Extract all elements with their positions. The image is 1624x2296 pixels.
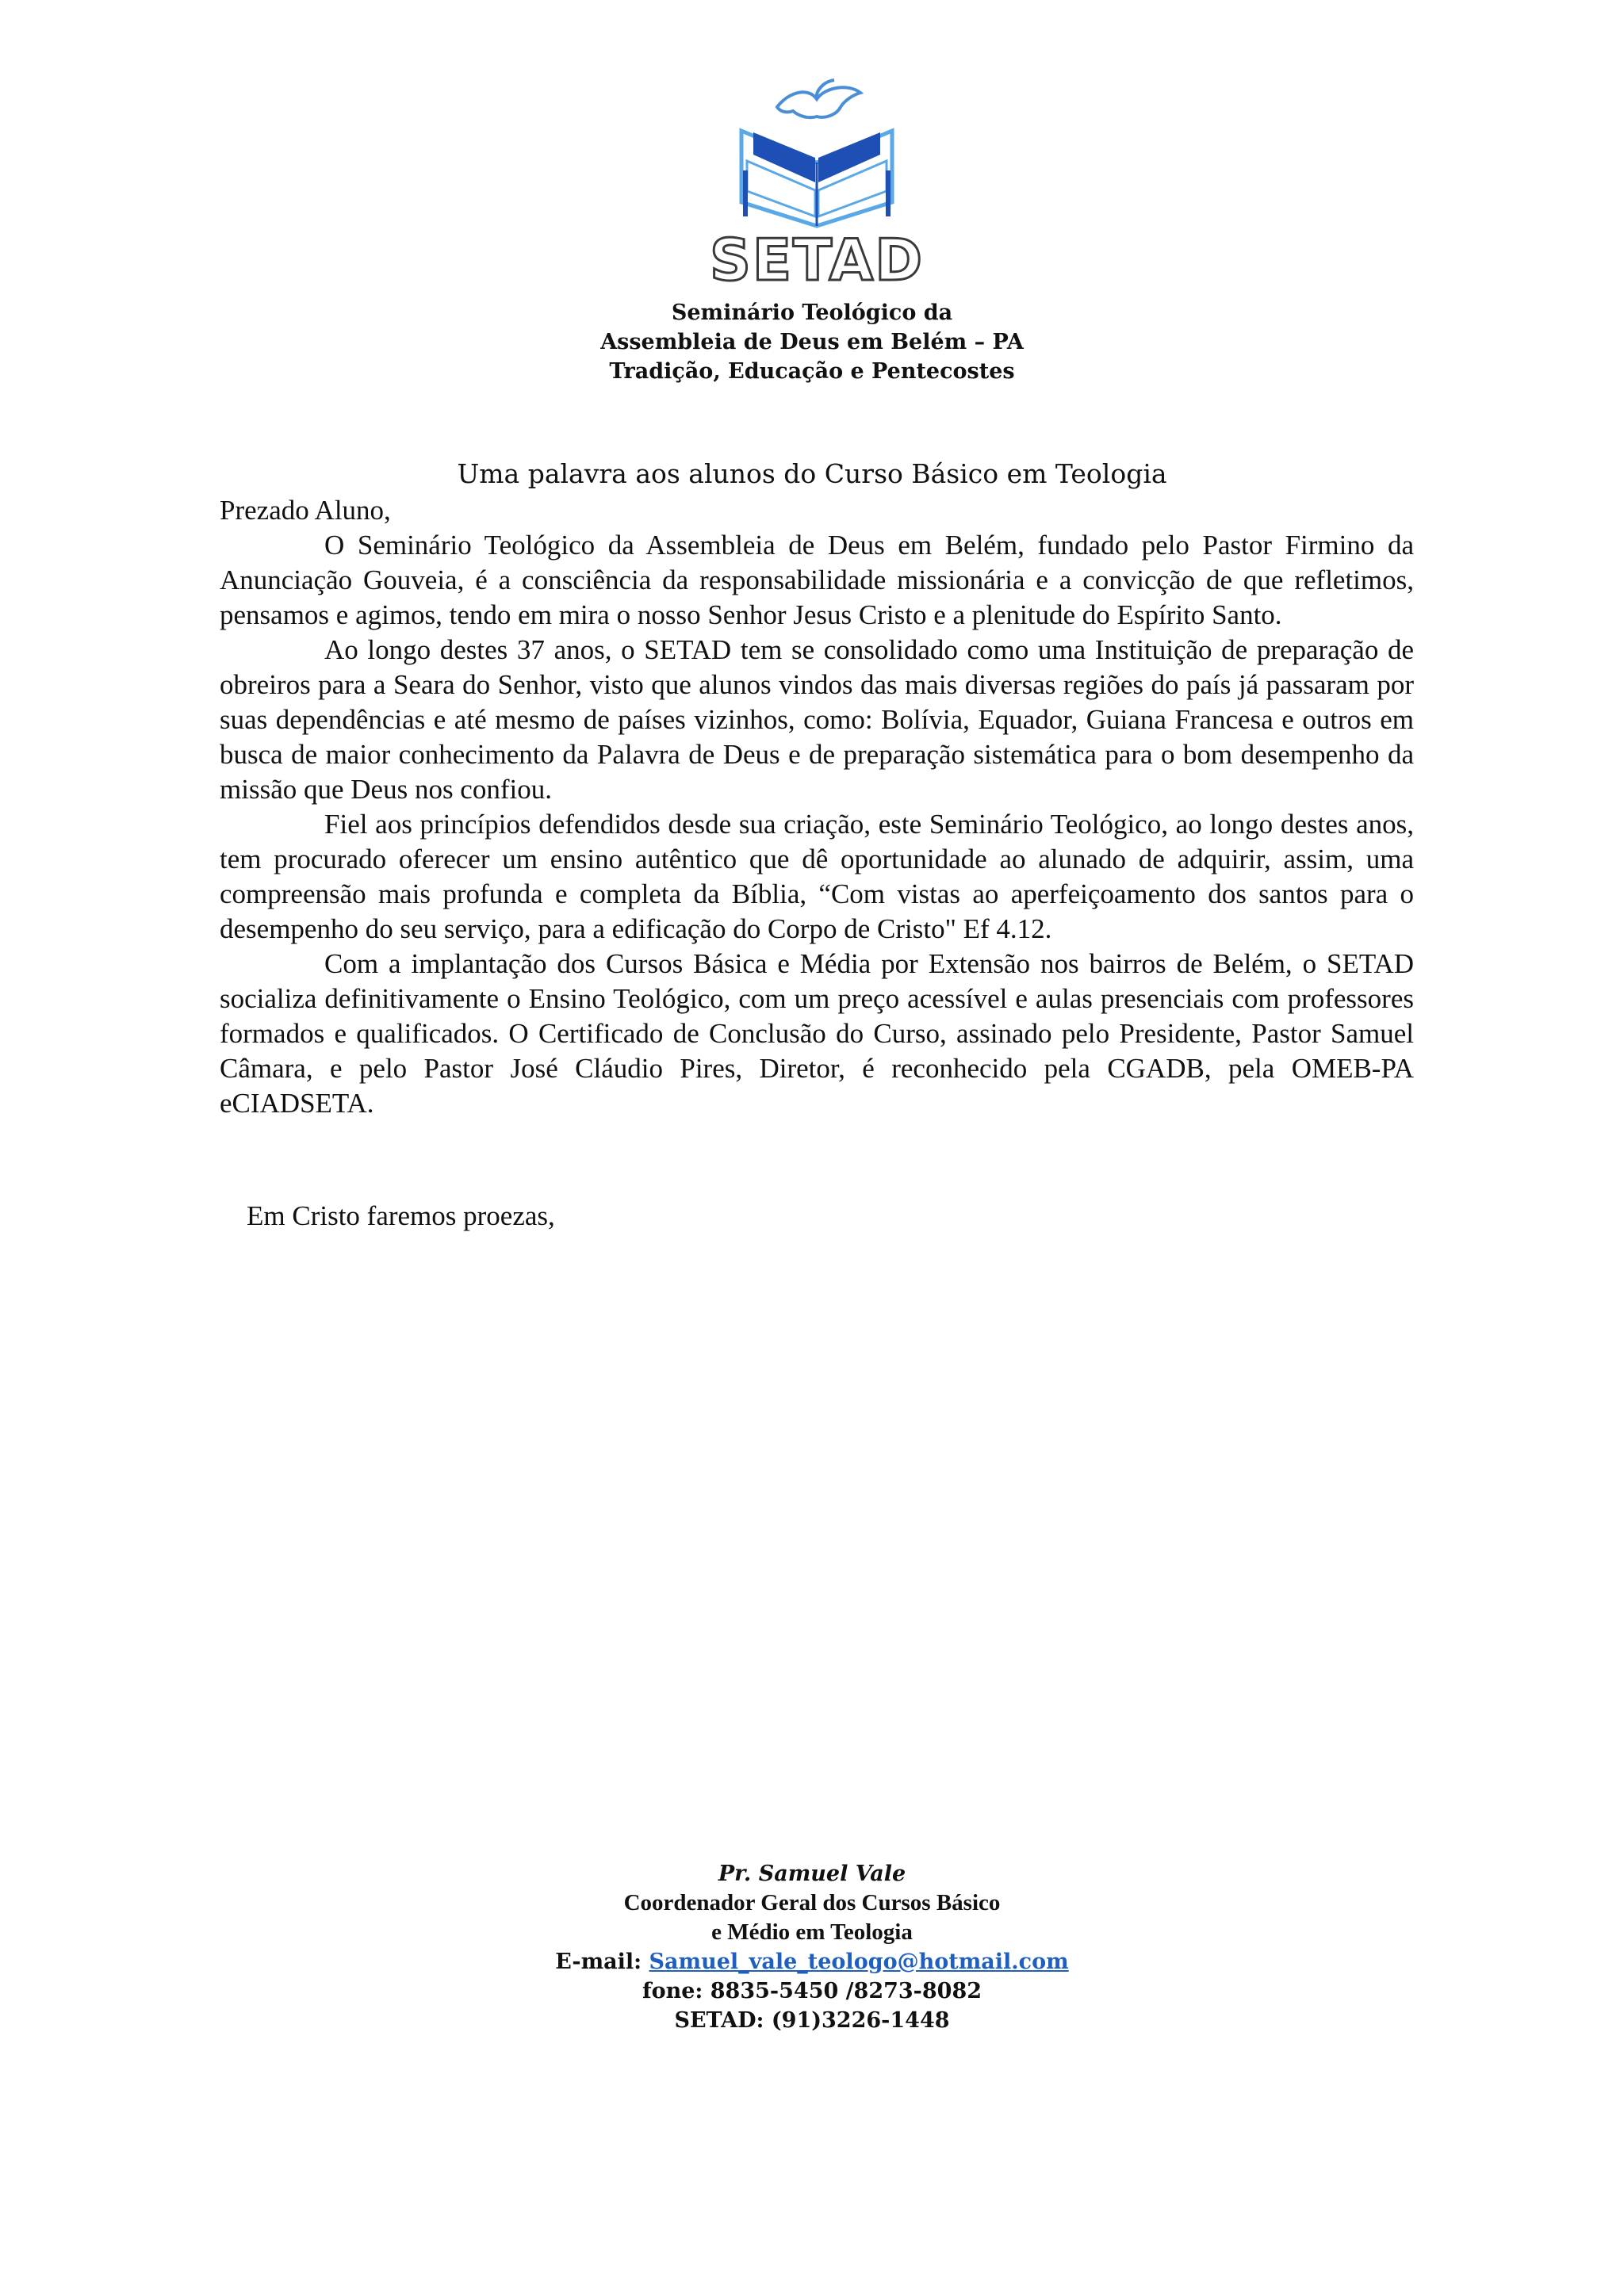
header-line-1: Seminário Teológico da [671,300,953,325]
setad-logo [698,75,936,289]
letter-title: Uma palavra aos alunos do Curso Básico em Teologia [457,458,1167,489]
paragraph-3: Fiel aos princípios defendidos desde sua criação, este Seminário Teológico, ao longo destes anos, tem procurado oferecer um ensino autêntico que dê oportunidade ao alunado de adquirir, assim, uma compreensão mais profunda e completa da Bíblia, “Com vistas ao aperfeiçoamento dos santos para o desempenho do seu serviço, para a edificação do Corpo de Cristo" Ef 4.12. [220,809,1414,944]
paragraph-1: O Seminário Teológico da Assembleia de Deus em Belém, fundado pelo Pastor Firmino da Anunciação Gouveia, é a consciência da responsabilidade missionária e a convicção de que refletimos, pensamos e agimos, tendo em mira o nosso Senhor Jesus Cristo e a plenitude do Espírito Santo. [220,530,1414,630]
signer-name: Pr. Samuel Vale [718,1862,906,1886]
paragraph-2: Ao longo destes 37 anos, o SETAD tem se consolidado como uma Instituição de preparação de obreiros para a Seara do Senhor, visto que alunos vindos das mais diversas regiões do país já passaram por suas dependências e até mesmo de países vizinhos, como: Bolívia, Equador, Guiana Francesa e outros em busca de maior conhecimento da Palavra de Deus e de preparação sistemática para o bom desempenho da missão que Deus nos confiou. [220,634,1414,805]
setad-phone-line: SETAD: (91)3226-1448 [674,2008,950,2033]
salutation: Prezado Aluno, [220,495,391,526]
closing-line: Em Cristo faremos proezas, [247,1200,555,1231]
signer-role-1: Coordenador Geral dos Cursos Básico [623,1890,1001,1915]
phone-line: fone: 8835-5450 /8273-8082 [642,1979,982,2003]
paragraph-4: Com a implantação dos Cursos Básica e Média por Extensão nos bairros de Belém, o SETAD socializa definitivamente o Ensino Teológico, com um preço acessível e aulas presenciais com professores formados e qualificados. O Certificado de Conclusão do Curso, assinado pelo Presidente, Pastor Samuel Câmara, e pelo Pastor José Cláudio Pires, Diretor, é reconhecido pela CGADB, pela OMEB-PA eCIADSETA. [220,948,1414,1119]
book-icon [741,131,892,226]
header-line-2: Assembleia de Deus em Belém – PA [600,330,1024,354]
header-line-3: Tradição, Educação e Pentecostes [609,359,1015,384]
email-label: E-mail: [555,1950,649,1974]
signature-block [0,1859,1624,2035]
logo-text: SETAD [709,227,925,289]
dove-icon [777,80,860,117]
signer-role-2: e Médio em Teologia [711,1919,913,1945]
institution-header [0,298,1624,386]
email-link[interactable]: Samuel_vale_teologo@hotmail.com [649,1950,1069,1974]
letter-body [220,493,1414,1121]
email-line [0,1947,1624,1976]
